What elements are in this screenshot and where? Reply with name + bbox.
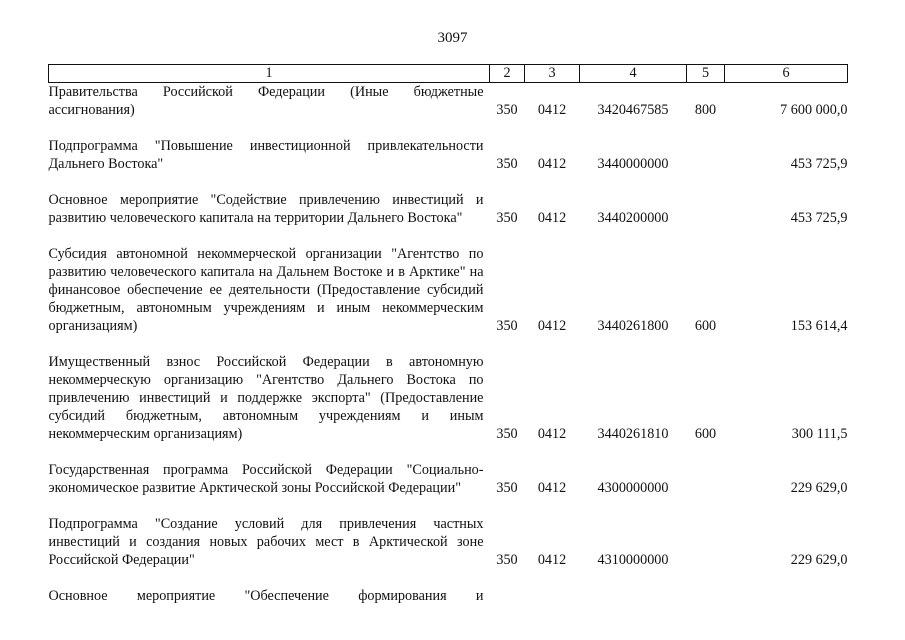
row-col4 [580, 569, 687, 605]
row-col2 [490, 569, 525, 605]
page-number: 3097 [437, 30, 468, 46]
table-row [49, 569, 848, 605]
row-amount: 7 600 000,0 [780, 102, 848, 118]
row-description: Государственная программа Российской Федерации "Социально-экономическое развитие Арктической зоны Российской Федерации" [48, 462, 484, 496]
row-description: Имущественный взнос Российской Федерации в автономную некоммерческую организацию "Агентство Дальнего Востока по привлечению инвестиций и поддержке экспорта" (Предоставление субсидий бюджетным, автономным учреждениям и иным некоммерческим организациям) [48, 354, 484, 442]
row-col3: 0412 [537, 426, 567, 442]
row-col5: 600 [694, 318, 717, 334]
row-description: Подпрограмма "Создание условий для привлечения частных инвестиций и создания новых рабочих мест в Арктической зоне Российской Федерации" [48, 516, 484, 568]
row-col5: 600 [694, 426, 717, 442]
row-col4: 3440261800 [597, 318, 669, 334]
row-amount: 229 629,0 [790, 552, 848, 568]
table-row [49, 443, 848, 497]
row-amount: 300 111,5 [791, 426, 848, 442]
row-col5 [687, 443, 725, 497]
row-amount: 229 629,0 [790, 480, 848, 496]
table-row [49, 173, 848, 227]
row-col3: 0412 [537, 156, 567, 172]
table-row [49, 497, 848, 569]
row-col3: 0412 [537, 210, 567, 226]
column-header-3: 3 [525, 65, 580, 83]
row-col4: 3440000000 [597, 156, 669, 172]
row-amount: 153 614,4 [790, 318, 848, 334]
budget-table [48, 64, 848, 605]
column-header-5: 5 [687, 65, 725, 83]
row-col4: 3440261810 [597, 426, 669, 442]
row-col5 [687, 569, 725, 605]
row-col5 [687, 173, 725, 227]
row-description: Основное мероприятие "Содействие привлечению инвестиций и развитию человеческого капитала на территории Дальнего Востока" [48, 192, 484, 226]
row-col4: 4310000000 [597, 552, 669, 568]
row-col4: 4300000000 [597, 480, 669, 496]
table-header-row [49, 65, 848, 83]
column-header-6: 6 [725, 65, 848, 83]
row-description: Подпрограмма "Повышение инвестиционной привлекательности Дальнего Востока" [48, 138, 484, 172]
row-col5: 800 [694, 102, 717, 118]
row-description: Основное мероприятие "Обеспечение формирования и [48, 588, 484, 604]
table-row [49, 335, 848, 443]
column-header-4: 4 [580, 65, 687, 83]
row-col2: 350 [496, 552, 518, 568]
row-col2: 350 [496, 480, 518, 496]
row-col2: 350 [496, 210, 518, 226]
row-col5 [687, 119, 725, 173]
row-col4: 3440200000 [597, 210, 669, 226]
row-col3: 0412 [537, 480, 567, 496]
row-col2: 350 [496, 318, 518, 334]
table-row [49, 119, 848, 173]
row-amount: 453 725,9 [790, 210, 848, 226]
column-header-1: 1 [49, 65, 490, 83]
column-header-2: 2 [490, 65, 525, 83]
row-description: Правительства Российской Федерации (Иные бюджетные ассигнования) [48, 84, 484, 118]
row-col5 [687, 497, 725, 569]
row-col3: 0412 [537, 102, 567, 118]
row-col3 [525, 569, 580, 605]
row-description: Субсидия автономной некоммерческой организации "Агентство по развитию человеческого капитала на Дальнем Востоке и в Арктике" на финансовое обеспечение ее деятельности (Предоставление субсидий бюджетным, автономным учреждениям и иным некоммерческим организациям) [48, 246, 484, 334]
table-row [49, 227, 848, 335]
row-col3: 0412 [537, 552, 567, 568]
row-col2: 350 [496, 426, 518, 442]
row-col2: 350 [496, 156, 518, 172]
row-amount: 453 725,9 [790, 156, 848, 172]
row-col2: 350 [496, 102, 518, 118]
table-row [49, 83, 848, 120]
row-col3: 0412 [537, 318, 567, 334]
row-col4: 3420467585 [597, 102, 669, 118]
row-amount [725, 569, 848, 605]
